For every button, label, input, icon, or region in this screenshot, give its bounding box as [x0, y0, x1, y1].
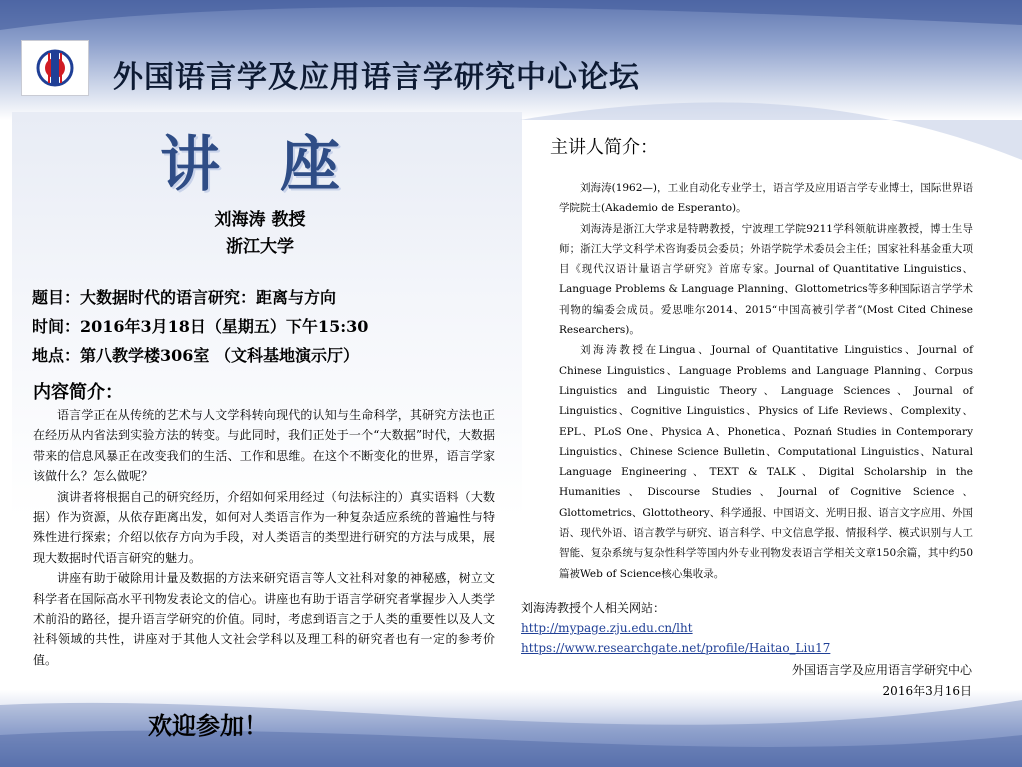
content-summary: [33, 405, 495, 670]
bio-heading: 主讲人简介：: [550, 137, 658, 158]
bio-paragraph: 刘海涛教授在Lingua、Journal of Quantitative Linguistics、Journal of Chinese Linguistics、Language Problems and Language Planning、Corpus Linguistics and Linguistic Theory、Language Sciences、Journal of Linguistics、Cognitive Linguistics、Physics of Life Reviews、Complexity、EPL、PLoS One、Physica A、Phonetica、Poznań Studies in Contemporary Linguistics、Chinese Science Bulletin、Computational Linguistics、Natural Language Engineering、TEXT & TALK、Digital Scholarship in the Humanities、Discourse Studies、Journal of Cognitive Science、Glottometrics、Glottotheory、科学通报、中国语文、光明日报、语言文字应用、外国语、现代外语、语言教学与研究、语言科学、中文信息学报、情报科学、模式识别与人工智能、复杂系统与复杂性科学等国内外专业刊物发表语言学相关文章150余篇，其中约50篇被Web of Science核心集收录。: [559, 344, 973, 580]
links-label: 刘海涛教授个人相关网站：: [521, 601, 666, 615]
signature-organization: 外国语言学及应用语言学研究中心: [791, 663, 972, 677]
lecture-title: 讲座: [160, 130, 400, 200]
bio-paragraph: 刘海涛(1962—)，工业自动化专业学士，语言学及应用语言学专业博士，国际世界语学院院士(Akademio de Esperanto)。: [559, 182, 973, 215]
personal-links: [521, 598, 830, 658]
speaker-university: 浙江大学: [226, 237, 294, 257]
lecture-time: 时间：2016年3月18日（星期五）下午15:30: [32, 317, 369, 336]
content-paragraph: 演讲者将根据自己的研究经历，介绍如何采用经过（句法标注的）真实语料（大数据）作为资源，从依存距离出发，如何对人类语言作为一种复杂适应系统的普遍性与特殊性进行探索；介绍以依存方向为手段，对人类语言的类型进行研究的方法与成果，展现大数据时代语言研究的魅力。: [33, 489, 495, 565]
content-heading: 内容简介：: [33, 382, 123, 403]
homepage-link[interactable]: http://mypage.zju.edu.cn/lht: [521, 621, 693, 635]
bio-paragraph: 刘海涛是浙江大学求是特聘教授，宁波理工学院9211学科领航讲座教授，博士生导师；浙江大学文科学术咨询委员会委员；外语学院学术委员会主任；国家社科基金重大项目《现代汉语计量语言学研究》首席专家。Journal of Quantitative Linguistics、Language Problems & Language Planning、Glottometrics等多种国际语言学学术刊物的编委会成员。爱思唯尔2014、2015“中国高被引学者”(Most Cited Chinese Researchers)。: [559, 222, 973, 337]
university-logo: [21, 40, 89, 96]
content-paragraph: 语言学正在从传统的艺术与人文学科转向现代的认知与生命科学，其研究方法也正在经历从内省法到实验方法的转变。与此同时，我们正处于一个“大数据”时代，大数据带来的信息风暴正在改变我们的生活、工作和思维。在这个不断变化的世界，语言学家该做什么？怎么做呢？: [33, 408, 495, 484]
signature-date: 2016年3月16日: [882, 684, 972, 698]
researchgate-link[interactable]: https://www.researchgate.net/profile/Haitao_Liu17: [521, 641, 831, 655]
lecture-topic: 题目：大数据时代的语言研究：距离与方向: [32, 288, 337, 307]
speaker-name: 刘海涛 教授: [214, 210, 306, 230]
content-paragraph: 讲座有助于破除用计量及数据的方法来研究语言等人文社科对象的神秘感，树立文科学者在国际高水平刊物发表论文的信心。讲座也有助于语言学研究者掌握步入人类学术前沿的路径，提升语言学研究的价值。同时，考虑到语言之于人类的重要性以及人文社科领域的共性，讲座对于其他人文社会学科以及理工科的研究者也有一定的参考价值。: [33, 571, 495, 667]
welcome-text: 欢迎参加！: [148, 711, 268, 740]
forum-title: 外国语言学及应用语言学研究中心论坛: [113, 60, 640, 95]
speaker-bio: [559, 178, 973, 584]
logo-emblem-icon: [22, 41, 88, 95]
lecture-place: 地点：第八教学楼306室 （文科基地演示厅）: [32, 346, 359, 365]
